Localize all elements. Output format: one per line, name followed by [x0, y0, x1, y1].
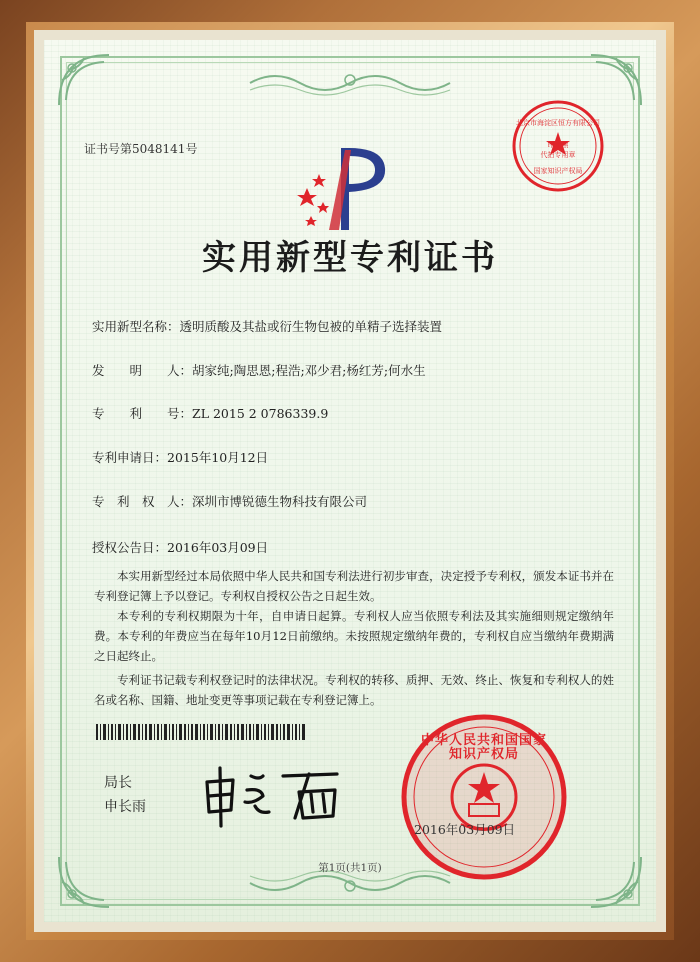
certificate-title: 实用新型专利证书: [202, 238, 498, 278]
page-number: 第1页(共1页): [318, 862, 382, 874]
director-title: 局长: [104, 775, 132, 791]
field-patentee: 专 利 权 人：深圳市博锐德生物科技有限公司: [92, 494, 368, 509]
field-grant-date: 授权公告日：2016年03月09日: [92, 540, 269, 555]
paragraph: 本实用新型经过本局依照中华人民共和国专利法进行初步审查，决定授予专利权，颁发本证书并在专利登记簿上予以登记。专利权自授权公告之日起生效。: [94, 569, 614, 603]
barcode-icon: [96, 724, 306, 740]
handwritten-signature-icon: [199, 762, 349, 832]
stamp-date: 2016年03月09日: [414, 822, 516, 837]
seal-inscription: 中华人民共和国国家知识产权局: [420, 733, 547, 762]
field-application-date: 专利申请日：2015年10月12日: [92, 450, 269, 465]
agency-seal-text: 北京市海淀区恒方有限公司 印北熊 代拍专用章 国家知识产权局: [516, 119, 600, 175]
certificate-body-text: [94, 566, 614, 710]
patent-office-logo-icon: [289, 130, 399, 240]
certificate-number: 证书号第5048141号: [84, 142, 198, 156]
corner-ornament-icon: [54, 50, 114, 110]
paragraph: 本专利的专利权期限为十年，自申请日起算。专利权人应当依照专利法及其实施细则规定缴纳年费。本专利的年费应当在每年10月12日前缴纳。未按照规定缴纳年费的，专利权自应当缴纳年费期满之日起终止。: [94, 609, 614, 663]
field-patent-number: 专 利 号：ZL 2015 2 0786339.9: [92, 406, 329, 421]
top-ornament-icon: [240, 68, 460, 98]
field-inventors: 发 明 人：胡家纯;陶思恩;程浩;邓少君;杨红芳;何水生: [92, 363, 426, 378]
certificate-paper: [44, 40, 656, 922]
field-utility-model-name: 实用新型名称：透明质酸及其盐或衍生物包被的单精子选择装置: [92, 319, 443, 334]
paragraph: 专利证书记载专利权登记时的法律状况。专利权的转移、质押、无效、终止、恢复和专利权人的姓名或名称、国籍、地址变更等事项记载在专利登记簿上。: [94, 673, 614, 707]
director-name: 申长雨: [104, 799, 146, 815]
